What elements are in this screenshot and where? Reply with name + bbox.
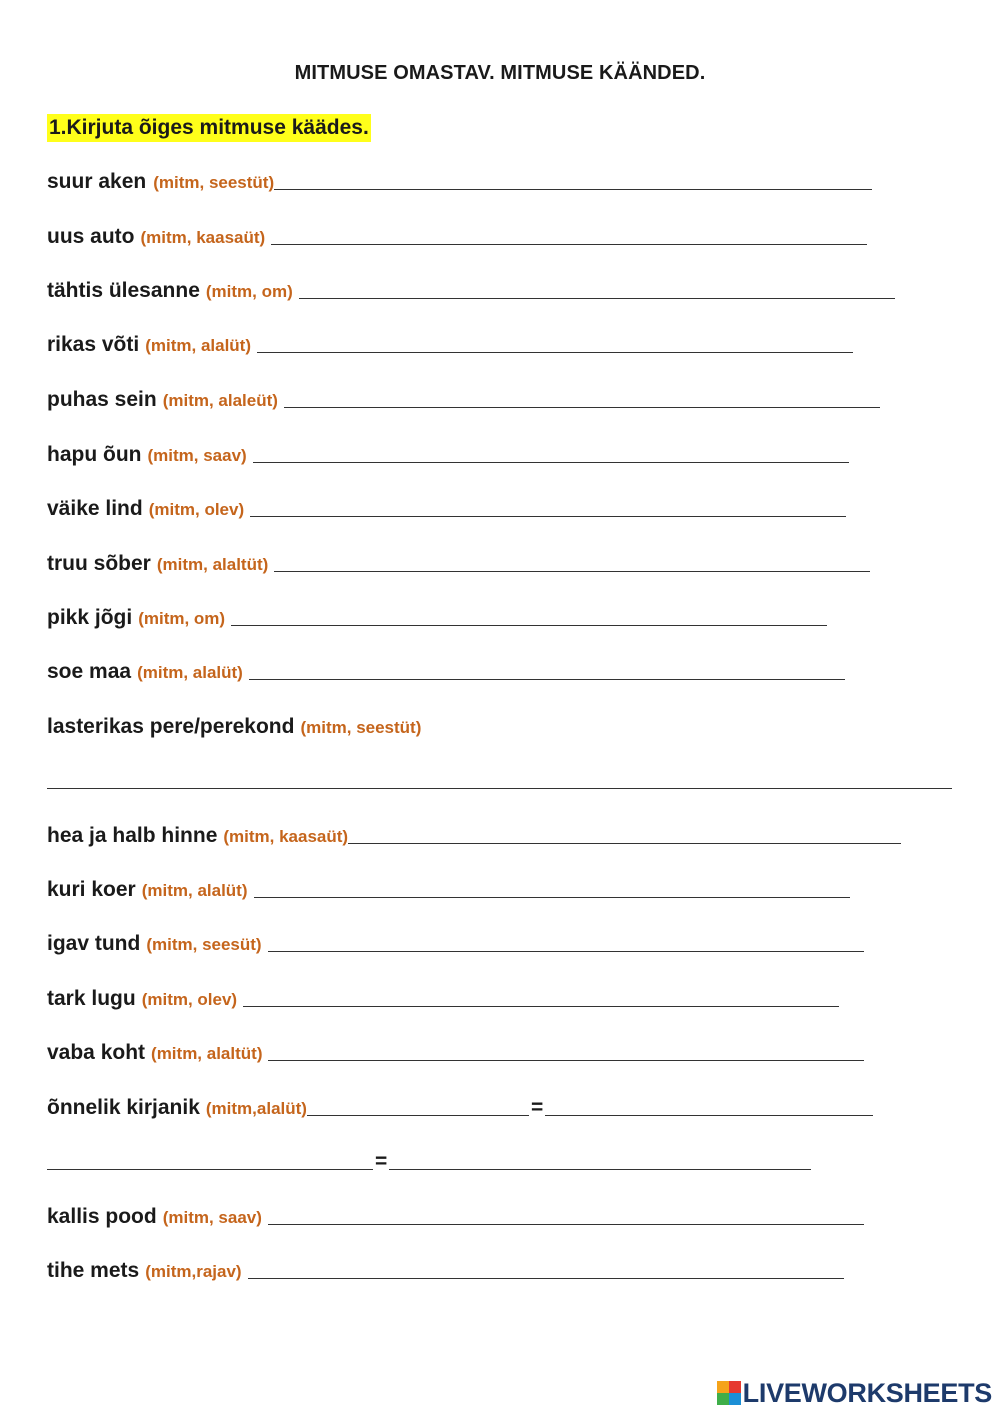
case-hint: (mitm, seesüt) <box>146 935 262 954</box>
answer-blank[interactable] <box>253 462 849 463</box>
case-hint: (mitm, alaleüt) <box>162 391 278 410</box>
word-label: tark lugu <box>47 987 136 1010</box>
case-hint: (mitm, olev) <box>148 500 245 519</box>
exercise-row <box>47 438 849 468</box>
equals-sign: = <box>375 1150 388 1173</box>
word-label: hea ja halb hinne <box>47 824 218 847</box>
case-hint: (mitm, alaltüt) <box>151 1044 263 1063</box>
exercise-row <box>47 655 845 685</box>
answer-blank[interactable] <box>545 1115 873 1116</box>
exercise-row <box>47 328 853 358</box>
case-hint: (mitm, alalüt) <box>145 336 252 355</box>
exercise-row <box>47 710 421 740</box>
exercise-row <box>47 819 901 849</box>
exercise-row-continuation <box>47 1145 811 1175</box>
word-label: vaba koht <box>47 1041 146 1064</box>
word-label: tähtis ülesanne <box>47 279 200 302</box>
answer-blank[interactable] <box>274 571 870 572</box>
word-label: õnnelik kirjanik <box>47 1096 200 1119</box>
word-label: tihe mets <box>47 1259 140 1282</box>
exercise-row <box>47 274 895 304</box>
case-hint: (mitm, om) <box>138 609 226 628</box>
exercise-row <box>47 220 867 250</box>
case-hint: (mitm, om) <box>205 282 293 301</box>
case-hint: (mitm, seestüt) <box>153 173 275 192</box>
word-label: soe maa <box>47 660 132 683</box>
answer-blank[interactable] <box>284 407 880 408</box>
word-label: truu sõber <box>47 552 151 575</box>
word-label: rikas võti <box>47 333 140 356</box>
answer-blank[interactable] <box>257 352 853 353</box>
word-label: kallis pood <box>47 1205 157 1228</box>
instruction-heading: 1.Kirjuta õiges mitmuse käädes. <box>47 114 371 142</box>
brand-name: LIVEWORKSHEETS <box>742 1378 992 1408</box>
case-hint: (mitm, seestüt) <box>300 718 422 737</box>
liveworksheets-logo <box>717 1378 992 1408</box>
answer-blank[interactable] <box>249 679 845 680</box>
word-label: puhas sein <box>47 388 157 411</box>
answer-blank[interactable] <box>299 298 895 299</box>
answer-blank[interactable] <box>47 1169 373 1170</box>
answer-blank[interactable] <box>274 189 872 190</box>
word-label: lasterikas pere/perekond <box>47 715 295 738</box>
page-title: MITMUSE OMASTAV. MITMUSE KÄÄNDED. <box>294 62 706 84</box>
case-hint: (mitm, kaasaüt) <box>140 228 266 247</box>
exercise-row <box>47 1036 864 1066</box>
exercise-row <box>47 492 846 522</box>
answer-blank[interactable] <box>47 788 952 789</box>
word-label: pikk jõgi <box>47 606 133 629</box>
answer-blank[interactable] <box>389 1169 811 1170</box>
answer-blank[interactable] <box>307 1115 529 1116</box>
exercise-row <box>47 1254 844 1284</box>
word-label: väike lind <box>47 497 143 520</box>
exercise-row <box>47 547 870 577</box>
case-hint: (mitm, saav) <box>147 446 247 465</box>
exercise-row-continuation <box>47 764 952 794</box>
answer-blank[interactable] <box>271 244 867 245</box>
exercise-row <box>47 927 864 957</box>
answer-blank[interactable] <box>268 1224 864 1225</box>
word-label: kuri koer <box>47 878 136 901</box>
word-label: suur aken <box>47 170 147 193</box>
case-hint: (mitm,rajav) <box>145 1262 242 1281</box>
equals-sign: = <box>530 1096 544 1119</box>
answer-blank[interactable] <box>243 1006 839 1007</box>
word-label: hapu õun <box>47 443 142 466</box>
case-hint: (mitm, kaasaüt) <box>223 827 349 846</box>
exercise-row <box>47 873 850 903</box>
exercise-row <box>47 601 827 631</box>
answer-blank[interactable] <box>250 516 846 517</box>
exercise-row <box>47 982 839 1012</box>
exercise-row <box>47 1091 873 1121</box>
case-hint: (mitm, olev) <box>141 990 238 1009</box>
answer-blank[interactable] <box>231 625 827 626</box>
case-hint: (mitm, alalüt) <box>137 663 243 682</box>
answer-blank[interactable] <box>268 1060 864 1061</box>
logo-squares-icon <box>717 1381 741 1405</box>
word-label: uus auto <box>47 225 135 248</box>
case-hint: (mitm, alaltüt) <box>156 555 269 574</box>
case-hint: (mitm, alalüt) <box>141 881 248 900</box>
answer-blank[interactable] <box>268 951 864 952</box>
answer-blank[interactable] <box>248 1278 844 1279</box>
exercise-row <box>47 165 872 195</box>
answer-blank[interactable] <box>348 843 901 844</box>
case-hint: (mitm, saav) <box>162 1208 262 1227</box>
answer-blank[interactable] <box>254 897 850 898</box>
word-label: igav tund <box>47 932 141 955</box>
exercise-row <box>47 383 880 413</box>
exercise-row <box>47 1200 864 1230</box>
case-hint: (mitm,alalüt) <box>205 1099 307 1118</box>
